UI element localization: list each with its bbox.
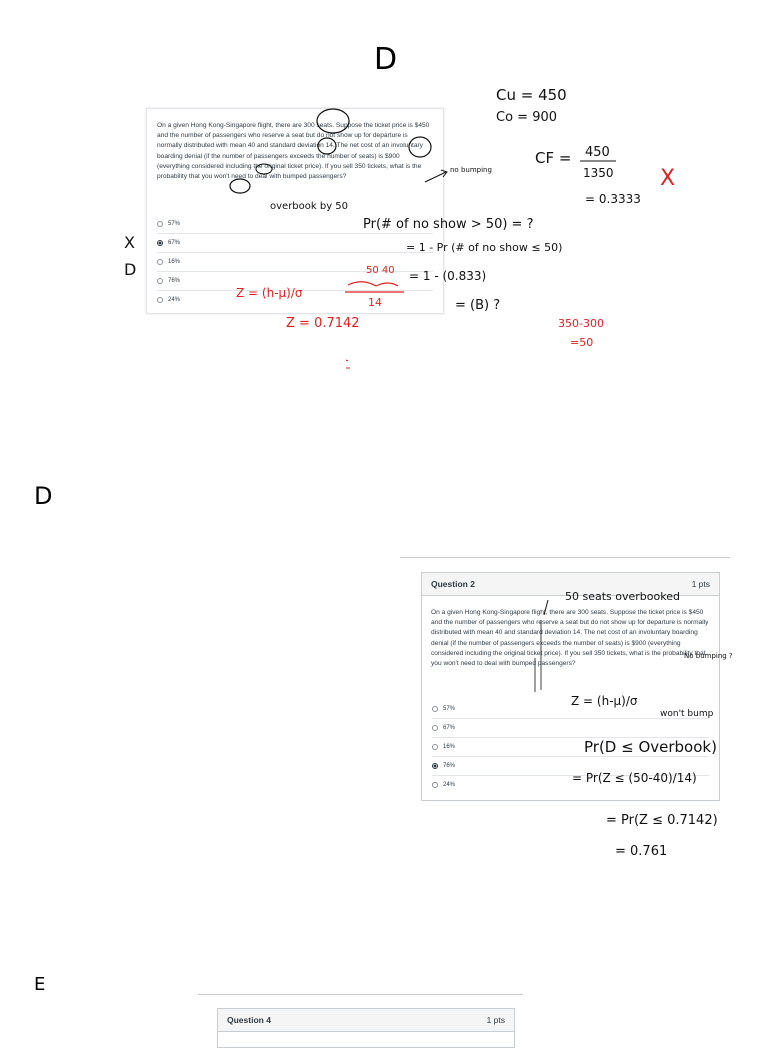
hw-cf-num: 450 [585, 145, 610, 160]
hw-cross-right: X [660, 166, 676, 191]
hw-co: Co = 900 [496, 110, 558, 125]
ink-circle [230, 179, 250, 193]
hw-pr-line2: = 1 - Pr (# of no show ≤ 50) [406, 241, 563, 254]
answer-option[interactable]: 76% [432, 756, 709, 775]
hw-pr-line4: = (B) ? [455, 298, 501, 313]
answer-option[interactable]: 16% [157, 252, 433, 271]
question-text: On a given Hong Kong-Singapore flight, there are 300 seats. Suppose the ticket price is $450 and the number of passengers who reserve a seat but do not show up for departure is normally distributed with mean 40 and standard deviation 14. The net cost of an involuntary boarding denial (if the number of passengers exceeds the number of seats) is $900 (everything considered including the original ticket price). If you sell 350 tickets, what is the probability that you won't need to deal with bumped passengers? [431, 609, 709, 668]
hw-wont-bump: won't bump [660, 709, 714, 719]
ink-scribble [348, 282, 398, 286]
hw-sub-top: 350-300 [558, 317, 604, 330]
answer-option[interactable]: 67% [432, 718, 709, 737]
ink-circle [317, 109, 349, 133]
section-letter-d-top: D [374, 42, 398, 77]
hw-no-bumping: no bumping [450, 166, 492, 174]
ink-circle [256, 164, 272, 174]
hw-left-x: X [124, 233, 135, 252]
answer-option[interactable]: 57% [157, 215, 433, 233]
question-points: 1 pts [486, 1015, 505, 1025]
question-title: Question 4 [227, 1015, 271, 1025]
answer-option[interactable]: 24% [432, 775, 709, 794]
hw-z-formula: Z = (h-μ)/σ [236, 286, 303, 300]
answer-option[interactable]: 57% [432, 700, 709, 718]
hw-cf-result: = 0.3333 [585, 192, 641, 206]
question-title: Question 2 [431, 579, 475, 589]
hw-z2: Z = (h-μ)/σ [571, 694, 638, 708]
hw-pr2-1: Pr(D ≤ Overbook) [584, 738, 717, 756]
ink-arrow [544, 600, 548, 615]
hw-pr2-2: = Pr(Z ≤ (50-40)/14) [572, 771, 697, 785]
hw-z-calc-den: 14 [368, 296, 382, 309]
hw-no-bump-q: No bumping ? [684, 652, 733, 660]
hw-pr-line3: = 1 - (0.833) [409, 269, 487, 283]
hw-overbook: overbook by 50 [270, 201, 349, 212]
ink-arrow [425, 172, 446, 182]
ink-dots [346, 360, 350, 368]
ink-circle [409, 137, 431, 157]
hw-cf: CF = [535, 149, 572, 167]
section-letter-e: E [34, 974, 46, 995]
hw-pr2-3: = Pr(Z ≤ 0.7142) [606, 813, 718, 828]
hw-cf-den: 1350 [583, 166, 614, 180]
hw-pr-line1: Pr(# of no show > 50) = ? [363, 217, 534, 232]
answer-option[interactable]: 24% [157, 290, 433, 309]
question-points: 1 pts [691, 579, 710, 589]
hw-z-calc-top: 50 40 [366, 265, 395, 276]
section-letter-d-middle: D [34, 482, 53, 510]
answer-option[interactable]: 16% [432, 737, 709, 756]
question-text: On a given Hong Kong-Singapore flight, there are 300 seats. Suppose the ticket price is $450 and the number of passengers who reserve a seat but do not show up for departure is normally distributed with mean 40 and standard deviation 14. The net cost of an involuntary boarding denial (if the number of passengers exceeds the number of seats) is $900 (everything considered including the original ticket price). If you sell 350 tickets, what is the probability that you won't need to deal with bumped passengers? [157, 122, 430, 181]
hw-seats-overbooked: 50 seats overbooked [565, 590, 680, 603]
hw-pr2-4: = 0.761 [615, 844, 668, 859]
hw-left-d: D [124, 260, 137, 279]
answer-option[interactable]: 76% [157, 271, 433, 290]
hw-cu: Cu = 450 [496, 86, 567, 104]
hw-z-result: Z = 0.7142 [286, 316, 360, 331]
ink-circle [318, 138, 336, 154]
answer-option[interactable]: 67% [157, 233, 433, 252]
hw-sub-res: =50 [570, 336, 594, 349]
